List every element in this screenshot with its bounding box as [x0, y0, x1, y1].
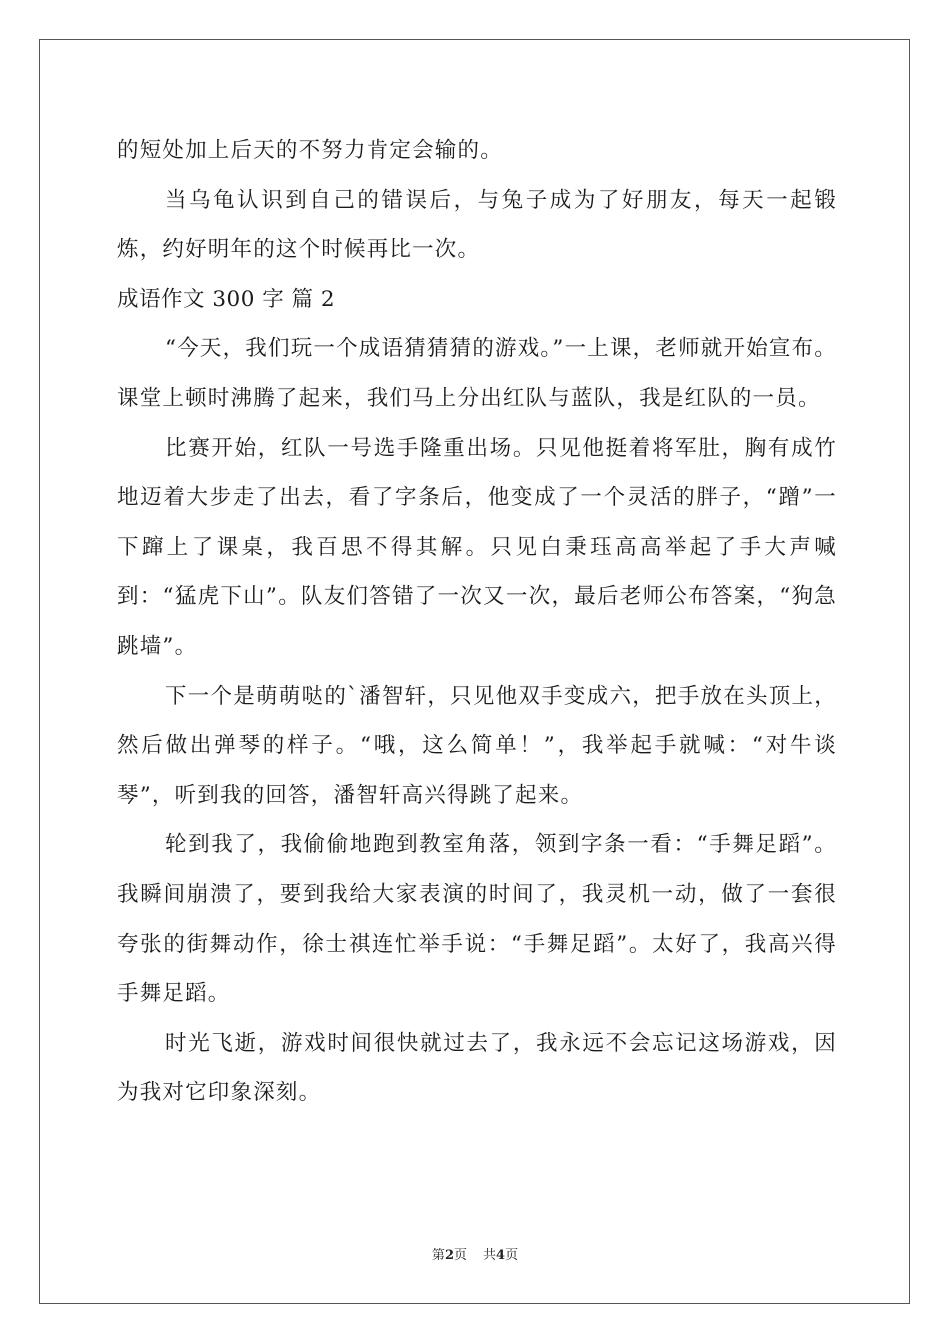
total-page-number: 4: [496, 1248, 506, 1263]
total-suffix: 页: [505, 1248, 519, 1263]
paragraph: 当乌龟认识到自己的错误后，与兔子成为了好朋友，每天一起锻炼，约好明年的这个时候再比一次。: [117, 187, 837, 263]
page-footer: [0, 1244, 950, 1263]
paragraph: 轮到我了，我偷偷地跑到教室角落，领到字条一看：“手舞足蹈”。我瞬间崩溃了，要到我给大家表演的时间了，我灵机一动，做了一套很夸张的街舞动作，徐士祺连忙举手说：“手舞足蹈”。太好了，我高兴得手舞足蹈。: [117, 832, 837, 1007]
page-suffix: 页: [453, 1248, 467, 1263]
section-heading: 成语作文 300 字 篇 2: [117, 286, 336, 312]
page-prefix: 第: [431, 1248, 445, 1263]
paragraph: 的短处加上后天的不努力肯定会输的。: [117, 138, 503, 163]
paragraph: 下一个是萌萌哒的`潘智轩，只见他双手变成六，把手放在头顶上，然后做出弹琴的样子。“哦，这么简单！”，我举起手就喊：“对牛谈琴”，听到我的回答，潘智轩高兴得跳了起来。: [117, 683, 837, 808]
paragraph: 比赛开始，红队一号选手隆重出场。只见他挺着将军肚，胸有成竹地迈着大步走了出去，看了字条后，他变成了一个灵活的胖子，“蹭”一下蹿上了课桌，我百思不得其解。只见白秉珏高高举起了手大声喊到：“猛虎下山”。队友们答错了一次又一次，最后老师公布答案，“狗急跳墙”。: [117, 435, 837, 659]
current-page-number: 2: [444, 1248, 454, 1263]
paragraph: “今天，我们玩一个成语猜猜猜的游戏。”一上课，老师就开始宣布。课堂上顿时沸腾了起来，我们马上分出红队与蓝队，我是红队的一员。: [117, 336, 837, 411]
total-prefix: 共: [483, 1248, 497, 1263]
paragraph: 时光飞逝，游戏时间很快就过去了，我永远不会忘记这场游戏，因为我对它印象深刻。: [117, 1030, 837, 1106]
document-body: [117, 126, 837, 1118]
